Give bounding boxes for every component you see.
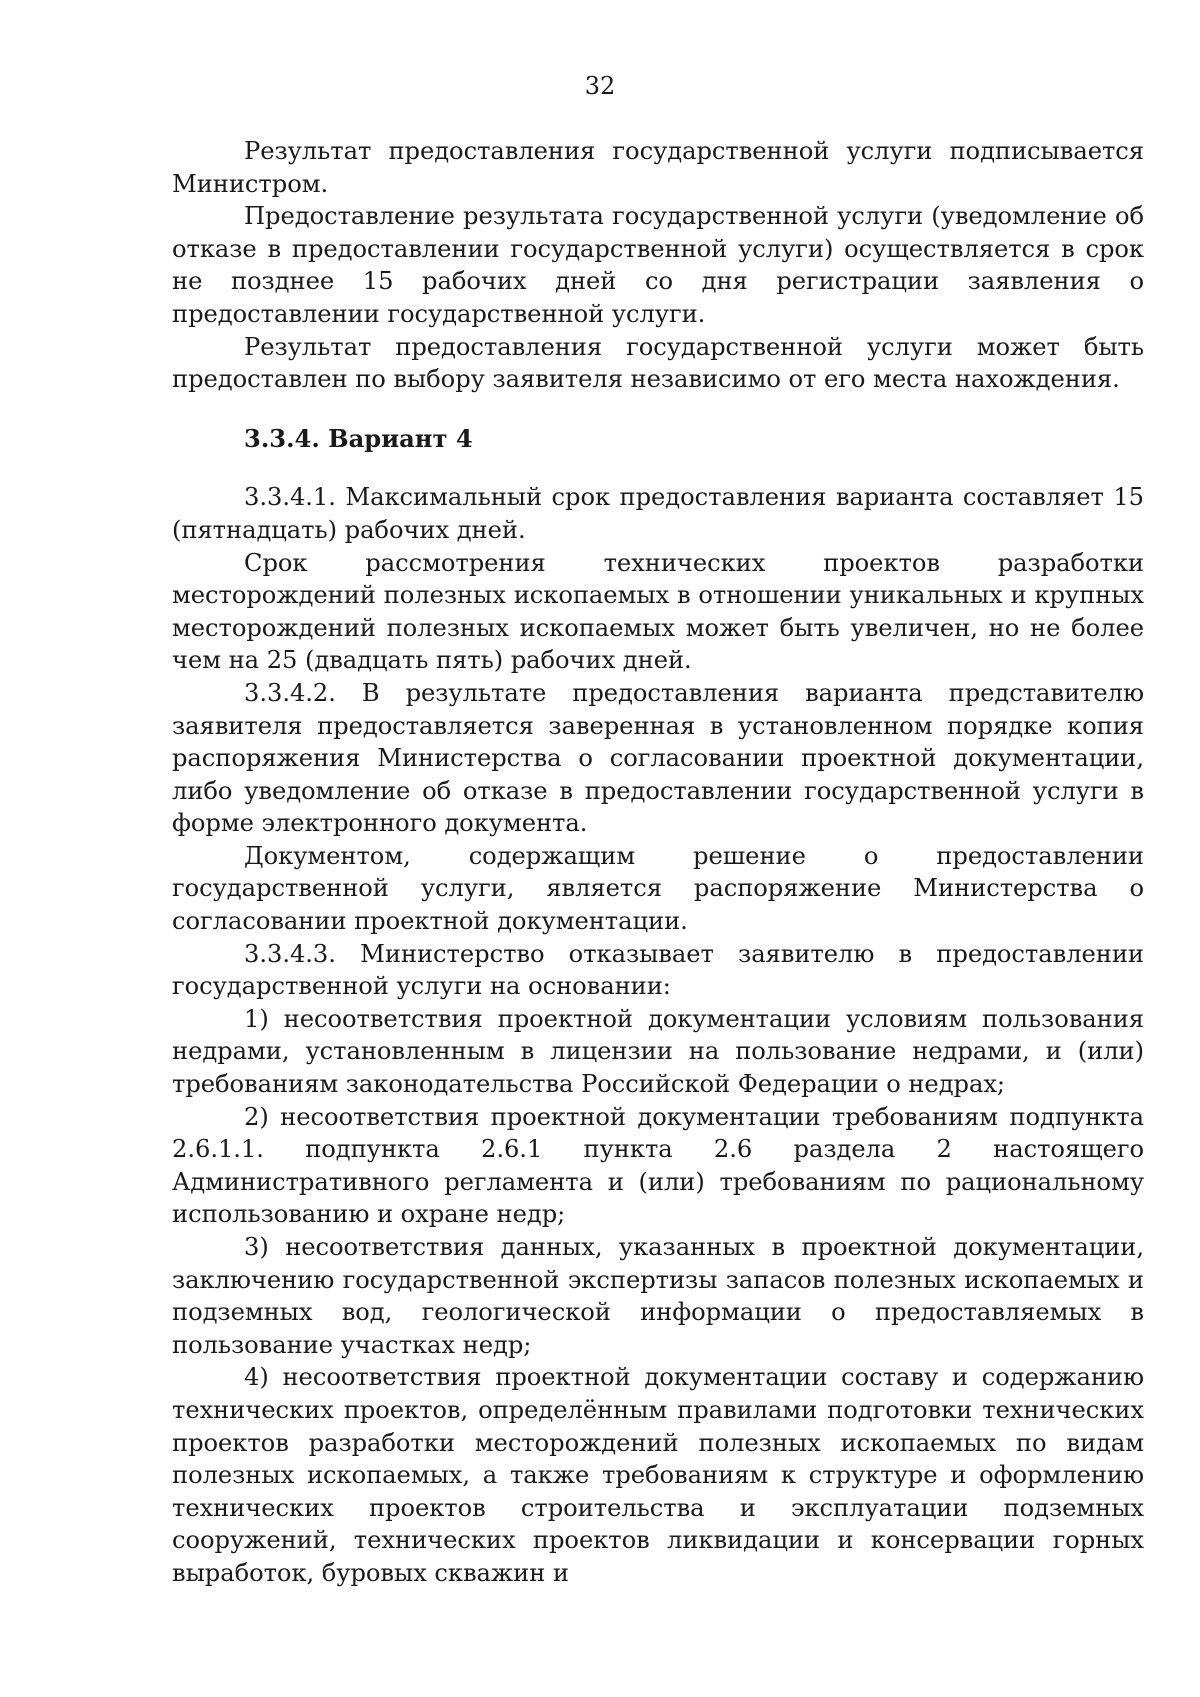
paragraph-3-3-4-3: 3.3.4.3. Министерство отказывает заявителю в предоставлении государственной услуги на основании:: [172, 939, 1144, 1001]
paragraph-decision-document: Документом, содержащим решение о предоставлении государственной услуги, является распоряжение Министерства о согласовании проектной документации.: [172, 841, 1144, 936]
paragraph-3-3-4-1: 3.3.4.1. Максимальный срок предоставления варианта составляет 15 (пятнадцать) рабочих дней.: [172, 483, 1144, 544]
list-item-refusal-2: 2) несоответствия проектной документации требованиям подпункта 2.6.1.1. подпункта 2.6.1 пункта 2.6 раздела 2 настоящего Административного регламента и (или) требованиям по рациональному использованию и охране недр;: [172, 1102, 1144, 1229]
paragraph-result-signed: Результат предоставления государственной услуги подписывается Министром.: [172, 137, 1144, 198]
section-heading-variant-4: 3.3.4. Вариант 4: [244, 423, 473, 453]
paragraph-result-provision-term: Предоставление результата государственной услуги (уведомление об отказе в предоставлении государственной услуги) осуществляется в срок не позднее 15 рабочих дней со дня регистрации заявления о предоставлении государственной услуги.: [172, 202, 1144, 328]
page-number: 32: [584, 72, 616, 100]
paragraph-result-by-choice: Результат предоставления государственной услуги может быть предоставлен по выбору заявителя независимо от его места нахождения.: [172, 332, 1144, 394]
list-item-refusal-1: 1) несоответствия проектной документации условиям пользования недрами, установленным в лицензии на пользование недрами, и (или) требованиям законодательства Российской Федерации о недрах;: [172, 1004, 1144, 1099]
list-item-refusal-3: 3) несоответствия данных, указанных в проектной документации, заключению государственной экспертизы запасов полезных ископаемых и подземных вод, геологической информации о предоставляемых в пользование участках недр;: [172, 1233, 1144, 1359]
paragraph-review-term-extension: Срок рассмотрения технических проектов разработки месторождений полезных ископаемых в отношении уникальных и крупных месторождений полезных ископаемых может быть увеличен, но не более чем на 25 (двадцать пять) рабочих дней.: [172, 548, 1144, 675]
document-body: [172, 135, 1144, 1590]
paragraph-3-3-4-2: 3.3.4.2. В результате предоставления варианта представителю заявителя предоставляется заверенная в установленном порядке копия распоряжения Министерства о согласовании проектной документации, либо уведомление об отказе в предоставлении государственной услуги в форме электронного документа.: [172, 678, 1144, 838]
list-item-refusal-4: 4) несоответствия проектной документации составу и содержанию технических проектов, определённым правилами подготовки технических проектов разработки месторождений полезных ископаемых по видам полезных ископаемых, а также требованиям к структуре и оформлению технических проектов строительства и эксплуатации подземных сооружений, технических проектов ликвидации и консервации горных выработок, буровых скважин и: [172, 1363, 1144, 1587]
